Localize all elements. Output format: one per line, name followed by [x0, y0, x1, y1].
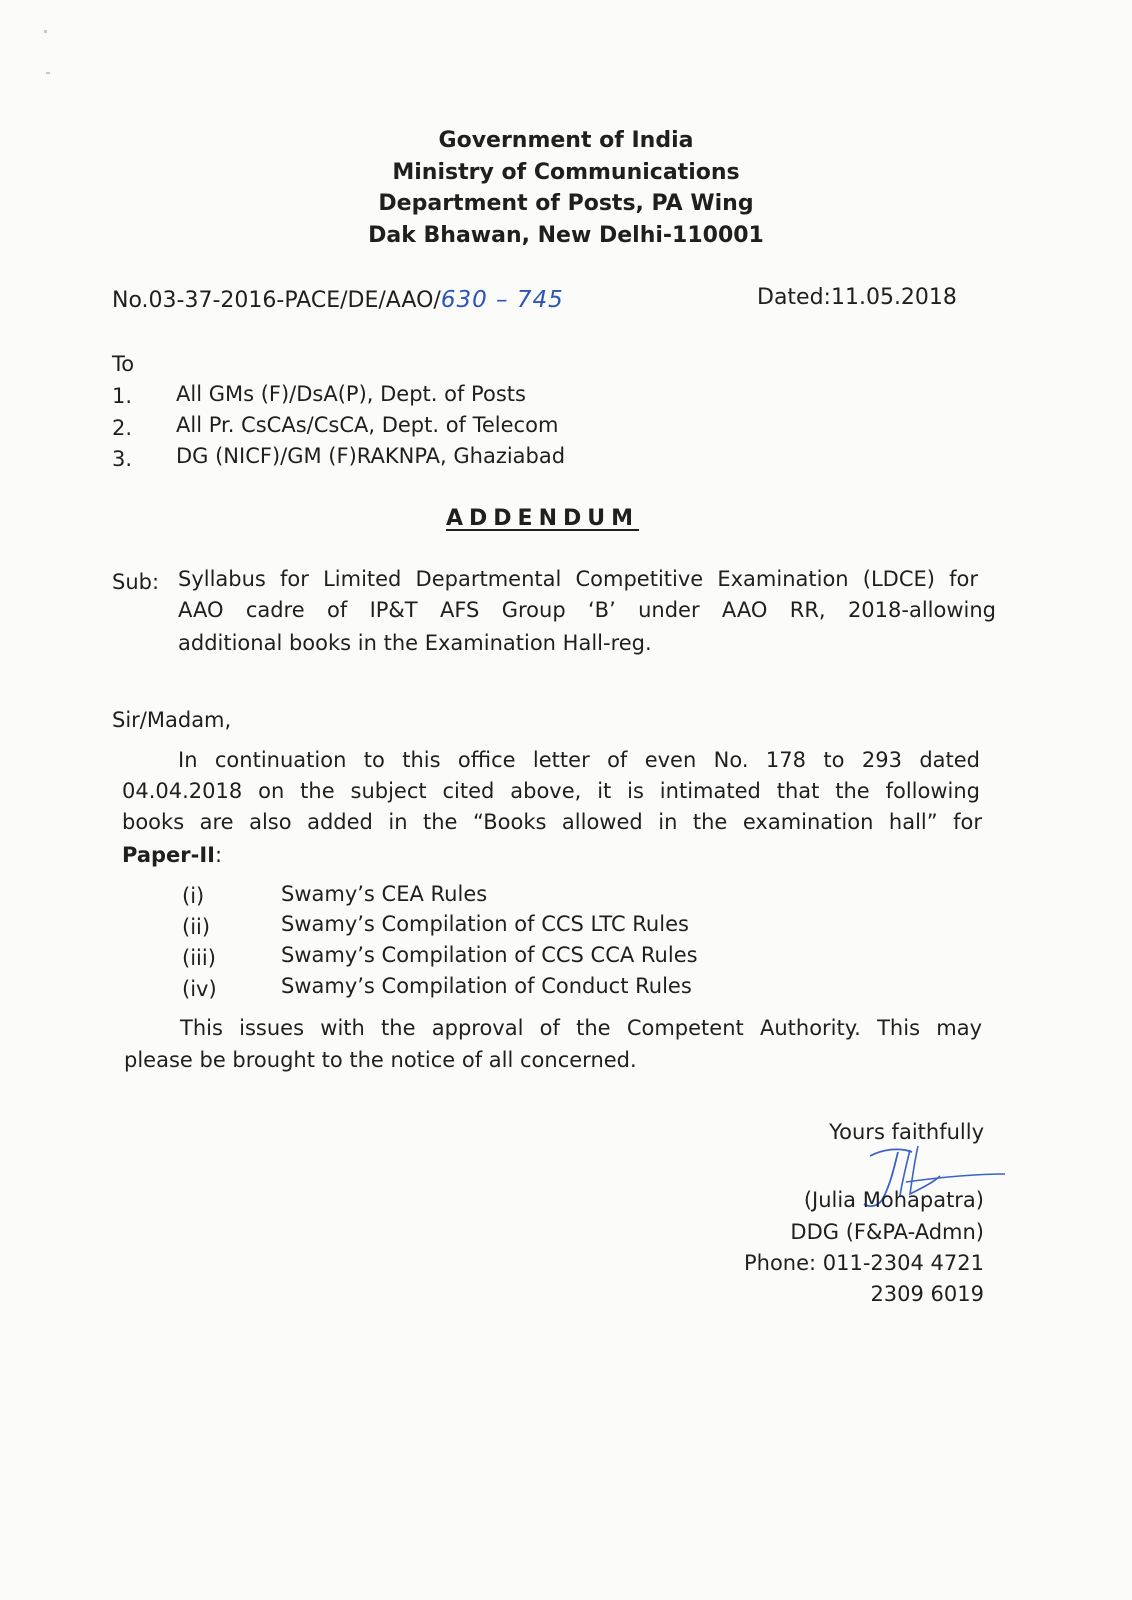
recipient-item: All Pr. CsCAs/CsCA, Dept. of Telecom: [176, 413, 559, 437]
header-department: Department of Posts, PA Wing: [378, 191, 754, 216]
recipient-item: All GMs (F)/DsA(P), Dept. of Posts: [176, 382, 526, 406]
phone-line: 2309 6019: [870, 1282, 984, 1306]
signatory-name: (Julia Mohapatra): [803, 1188, 984, 1212]
handwritten-number: 630 – 745: [440, 287, 564, 313]
body-line: In continuation to this office letter of even No. 178 to 293 dated: [178, 748, 980, 772]
yours-faithfully: Yours faithfully: [829, 1120, 984, 1144]
closing-line: please be brought to the notice of all concerned.: [124, 1048, 637, 1072]
recipient-num: 3.: [112, 447, 133, 471]
closing-line: This issues with the approval of the Competent Authority. This may: [180, 1016, 982, 1040]
subject-line: AAO cadre of IP&T AFS Group ‘B’ under AAO RR, 2018-allowing: [178, 598, 996, 622]
book-num: (i): [182, 884, 205, 908]
subject-line: additional books in the Examination Hall-reg.: [178, 631, 652, 655]
book-num: (iv): [182, 977, 217, 1001]
phone-line: Phone: 011-2304 4721: [743, 1251, 984, 1275]
header-government: Government of India: [438, 128, 694, 153]
book-item: Swamy’s Compilation of CCS LTC Rules: [281, 912, 689, 936]
header-address: Dak Bhawan, New Delhi-110001: [368, 223, 764, 248]
addendum-title: ADDENDUM: [446, 506, 640, 531]
scan-speck: [44, 30, 47, 33]
book-item: Swamy’s CEA Rules: [281, 882, 488, 906]
body-line: 04.04.2018 on the subject cited above, it is intimated that the following: [122, 779, 980, 803]
subject-line: Syllabus for Limited Departmental Competitive Examination (LDCE) for: [178, 567, 978, 591]
book-item: Swamy’s Compilation of CCS CCA Rules: [281, 943, 698, 967]
signatory-designation: DDG (F&PA-Admn): [790, 1220, 984, 1244]
book-num: (ii): [182, 915, 211, 939]
letter-date: Dated:11.05.2018: [757, 285, 957, 310]
subject-label: Sub:: [112, 570, 160, 594]
recipient-item: DG (NICF)/GM (F)RAKNPA, Ghaziabad: [176, 444, 566, 468]
recipient-num: 1.: [112, 384, 133, 408]
book-item: Swamy’s Compilation of Conduct Rules: [281, 974, 692, 998]
scan-speck: [46, 72, 50, 74]
paper-label: Paper-II:: [122, 843, 223, 867]
header-ministry: Ministry of Communications: [392, 160, 740, 185]
recipient-num: 2.: [112, 416, 133, 440]
to-label: To: [112, 352, 135, 376]
reference-number: No.03-37-2016-PACE/DE/AAO/630 – 745: [112, 287, 564, 313]
body-line: books are also added in the “Books allowed in the examination hall” for: [122, 810, 982, 834]
salutation: Sir/Madam,: [112, 708, 232, 732]
book-num: (iii): [182, 946, 216, 970]
